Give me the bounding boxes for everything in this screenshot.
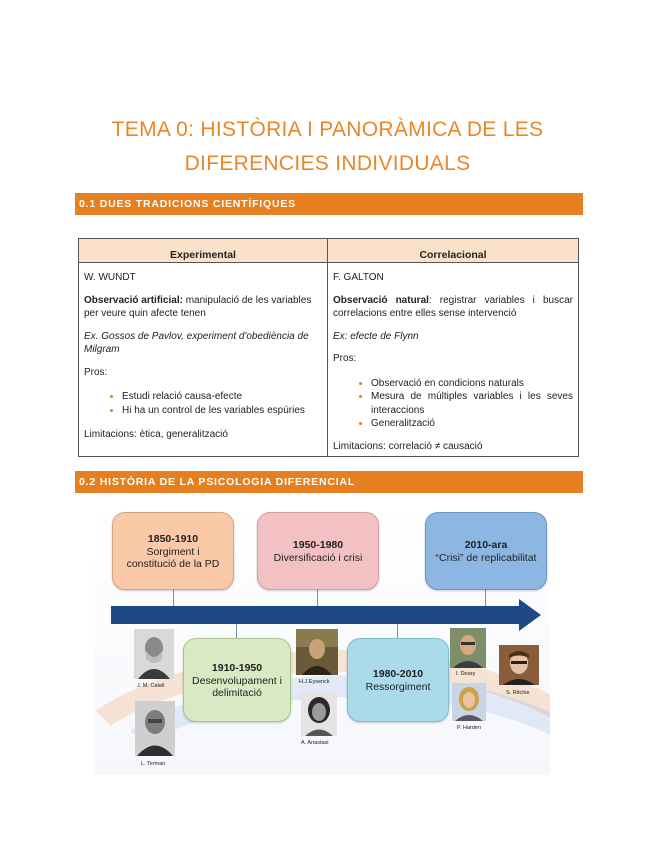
list-item: • Generalització: [371, 417, 573, 431]
title-line-1: TEMA 0: HISTÒRIA I PANORÀMICA DE LES: [111, 118, 544, 141]
period-box-1910: [183, 638, 291, 722]
connector: [485, 588, 486, 606]
period-years: 1980-2010: [372, 667, 424, 680]
corr-example: [333, 330, 573, 344]
list-item: • Mesura de múltiples variables i les seves interaccions: [371, 390, 573, 417]
exp-author: W. WUNDT: [84, 272, 136, 283]
connector: [397, 624, 398, 638]
page-title: [0, 113, 655, 181]
portrait-ritchie-icon: [499, 645, 539, 685]
list-item: • Observació en condicions naturals: [371, 377, 573, 391]
list-item: • Estudi relació causa-efecte: [122, 390, 322, 404]
period-years: 2010-ara: [464, 538, 508, 551]
caption-harden: P. Harden: [457, 725, 482, 731]
period-years: 1950-1980: [292, 538, 344, 551]
connector: [317, 588, 318, 606]
corr-observation: [333, 294, 573, 321]
header-correlacional: Correlacional: [328, 239, 579, 263]
period-text: Ressorgiment: [365, 680, 431, 693]
caption-deary: I. Deary: [456, 671, 476, 677]
portrait-anastasi-icon: [301, 691, 337, 736]
period-box-2010: [425, 512, 547, 590]
corr-author: F. GALTON: [333, 272, 384, 283]
portrait-catell-icon: [134, 629, 174, 679]
exp-example-text: Ex. Gossos de Pavlov, experiment d'obediència de Milgram: [84, 330, 309, 355]
caption-ritchie: S. Ritchie: [506, 690, 530, 696]
connector: [173, 588, 174, 606]
corr-pros-list: [333, 377, 573, 431]
correlacional-cell: [328, 263, 579, 457]
list-item: • Hi ha un control de les variables espúries: [122, 404, 322, 418]
section-heading-2: 0.2 HISTÒRIA DE LA PSICOLOGIA DIFERENCIAL: [75, 471, 583, 493]
period-years: 1910-1950: [211, 661, 263, 674]
corr-obs-label: Observació natural: [333, 294, 429, 306]
exp-pros-label: Pros:: [84, 366, 108, 378]
experimental-cell: [79, 263, 328, 457]
exp-limits: Limitacions: ètica, generalització: [84, 429, 228, 440]
period-box-1980: [347, 638, 449, 722]
corr-limits: Limitacions: correlació ≠ causació: [333, 440, 483, 452]
title-line-2: DIFERENCIES INDIVIDUALS: [184, 152, 471, 175]
timeline-figure: [95, 500, 550, 775]
timeline-arrow: [111, 606, 521, 624]
exp-pros-list: [84, 390, 322, 417]
corr-example-text: Ex: efecte de Flynn: [333, 330, 419, 342]
corr-pros-label: Pros:: [333, 353, 357, 364]
caption-anastasi: A. Anastasi: [301, 740, 329, 746]
header-experimental: Experimental: [79, 239, 328, 263]
caption-terman: L. Terman: [141, 761, 166, 767]
section-heading-1: 0.1 DUES TRADICIONS CIENTÍFIQUES: [75, 193, 583, 215]
period-text: Sorgiment i constitució de la PD: [126, 545, 220, 570]
timeline-arrow-head: [519, 599, 541, 631]
period-text: Diversificació i crisi: [273, 551, 363, 564]
caption-eysenck: H.J.Eysenck: [299, 679, 330, 685]
connector: [236, 624, 237, 638]
portrait-eysenck-icon: [296, 629, 338, 675]
period-text: Desenvolupament i delimitació: [192, 674, 282, 699]
corr-obs-text: : registrar variables i buscar correlacions entre elles sense intervenció: [333, 294, 574, 319]
comparison-table: [78, 238, 579, 457]
portrait-harden-icon: [452, 683, 486, 721]
period-text: “Crisi” de replicabilitat: [435, 551, 537, 564]
period-box-1850: [112, 512, 234, 590]
portrait-deary-icon: [450, 628, 486, 668]
exp-obs-text: manipulació de les variables per veure quin afecte tenen: [84, 294, 312, 319]
portrait-terman-icon: [135, 701, 175, 756]
caption-catell: J. M. Catell: [137, 683, 165, 689]
exp-observation: [84, 294, 322, 321]
exp-obs-label: Observació artificial:: [84, 294, 183, 306]
period-years: 1850-1910: [147, 532, 199, 545]
exp-example: [84, 330, 322, 357]
period-box-1950: [257, 512, 379, 590]
